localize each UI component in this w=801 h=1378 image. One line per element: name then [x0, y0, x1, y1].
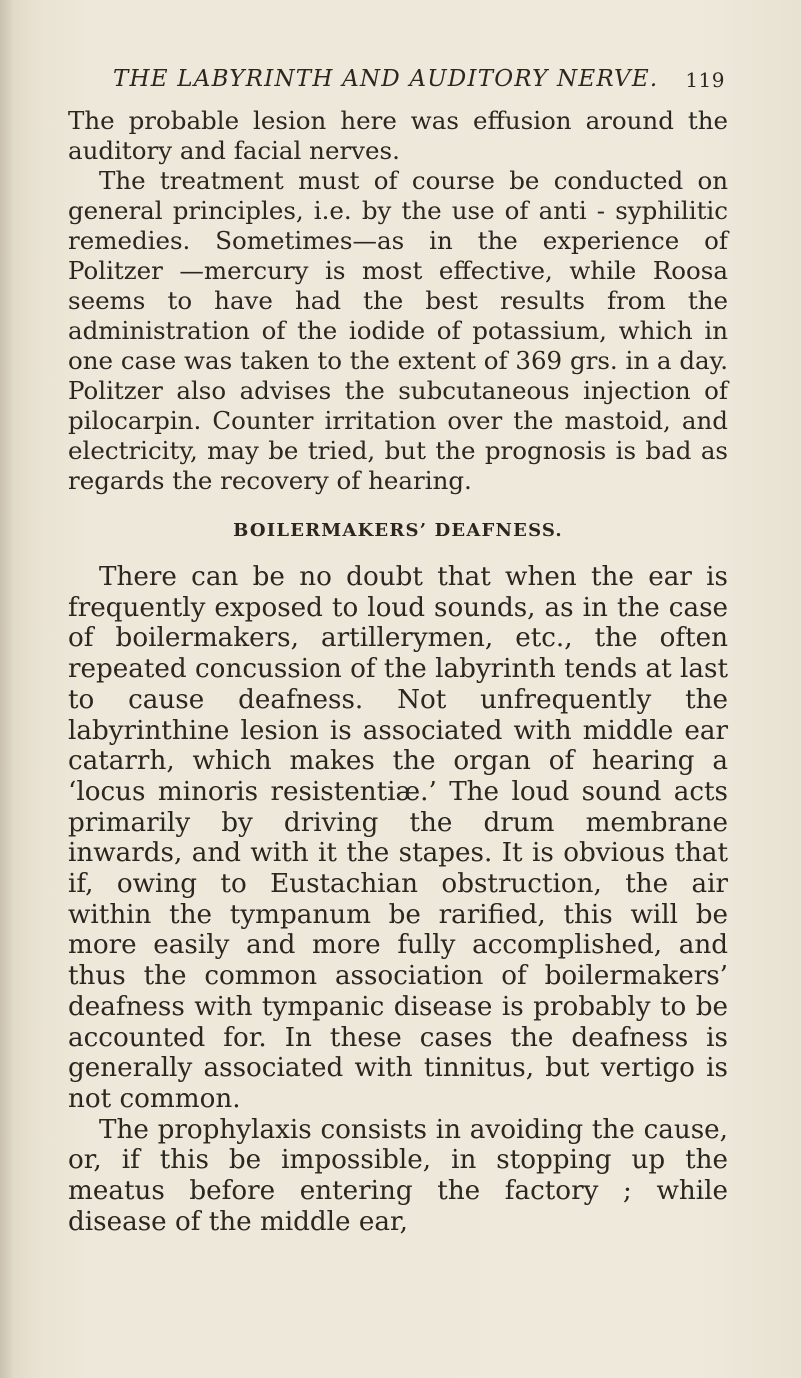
paragraph-prophylaxis: The prophylaxis consists in avoiding the cause, or, if this be impossible, in stopping up the meatus before entering the factory ; while disease of the middle ear, — [68, 1114, 728, 1237]
section-heading: BOILERMAKERS’ DEAFNESS. — [233, 520, 563, 541]
paragraph-treatment: The treatment must of course be conducted on general principles, i.e. by the use of anti - syphilitic remedies. Sometimes—as in the experience of Politzer —mercury is most effective, while Roosa seems to have had the best results from the administration of the iodide of potassium, which in one case was taken to the extent of 369 grs. in a day. Politzer also advises the subcutaneous injection of pilocarpin. Counter irritation over the mastoid, and electricity, may be tried, but the prognosis is bad as regards the recovery of hearing. — [68, 166, 728, 495]
page-number: 119 — [685, 68, 725, 92]
gutter-shadow — [0, 0, 14, 1378]
body-text — [68, 106, 728, 1237]
paragraph-boilermakers: There can be no doubt that when the ear is frequently exposed to loud sounds, as in the case of boilermakers, artillerymen, etc., the often repeated concussion of the labyrinth tends at last to cause deafness. Not unfrequently the labyrinthine lesion is associated with middle ear catarrh, which makes the organ of hearing a ‘locus minoris resistentiæ.’ The loud sound acts primarily by driving the drum membrane inwards, and with it the stapes. It is obvious that if, owing to Eustachian obstruction, the air within the tympanum be rarified, this will be more easily and more fully accomplished, and thus the common association of boilermakers’ deafness with tympanic disease is probably to be accounted for. In these cases the deafness is generally associated with tinnitus, but vertigo is not common. — [68, 562, 728, 1114]
page-header — [113, 66, 725, 106]
running-title: THE LABYRINTH AND AUDITORY NERVE. — [113, 66, 659, 92]
paragraph-lesion: The probable lesion here was effusion around the auditory and facial nerves. — [68, 106, 728, 165]
